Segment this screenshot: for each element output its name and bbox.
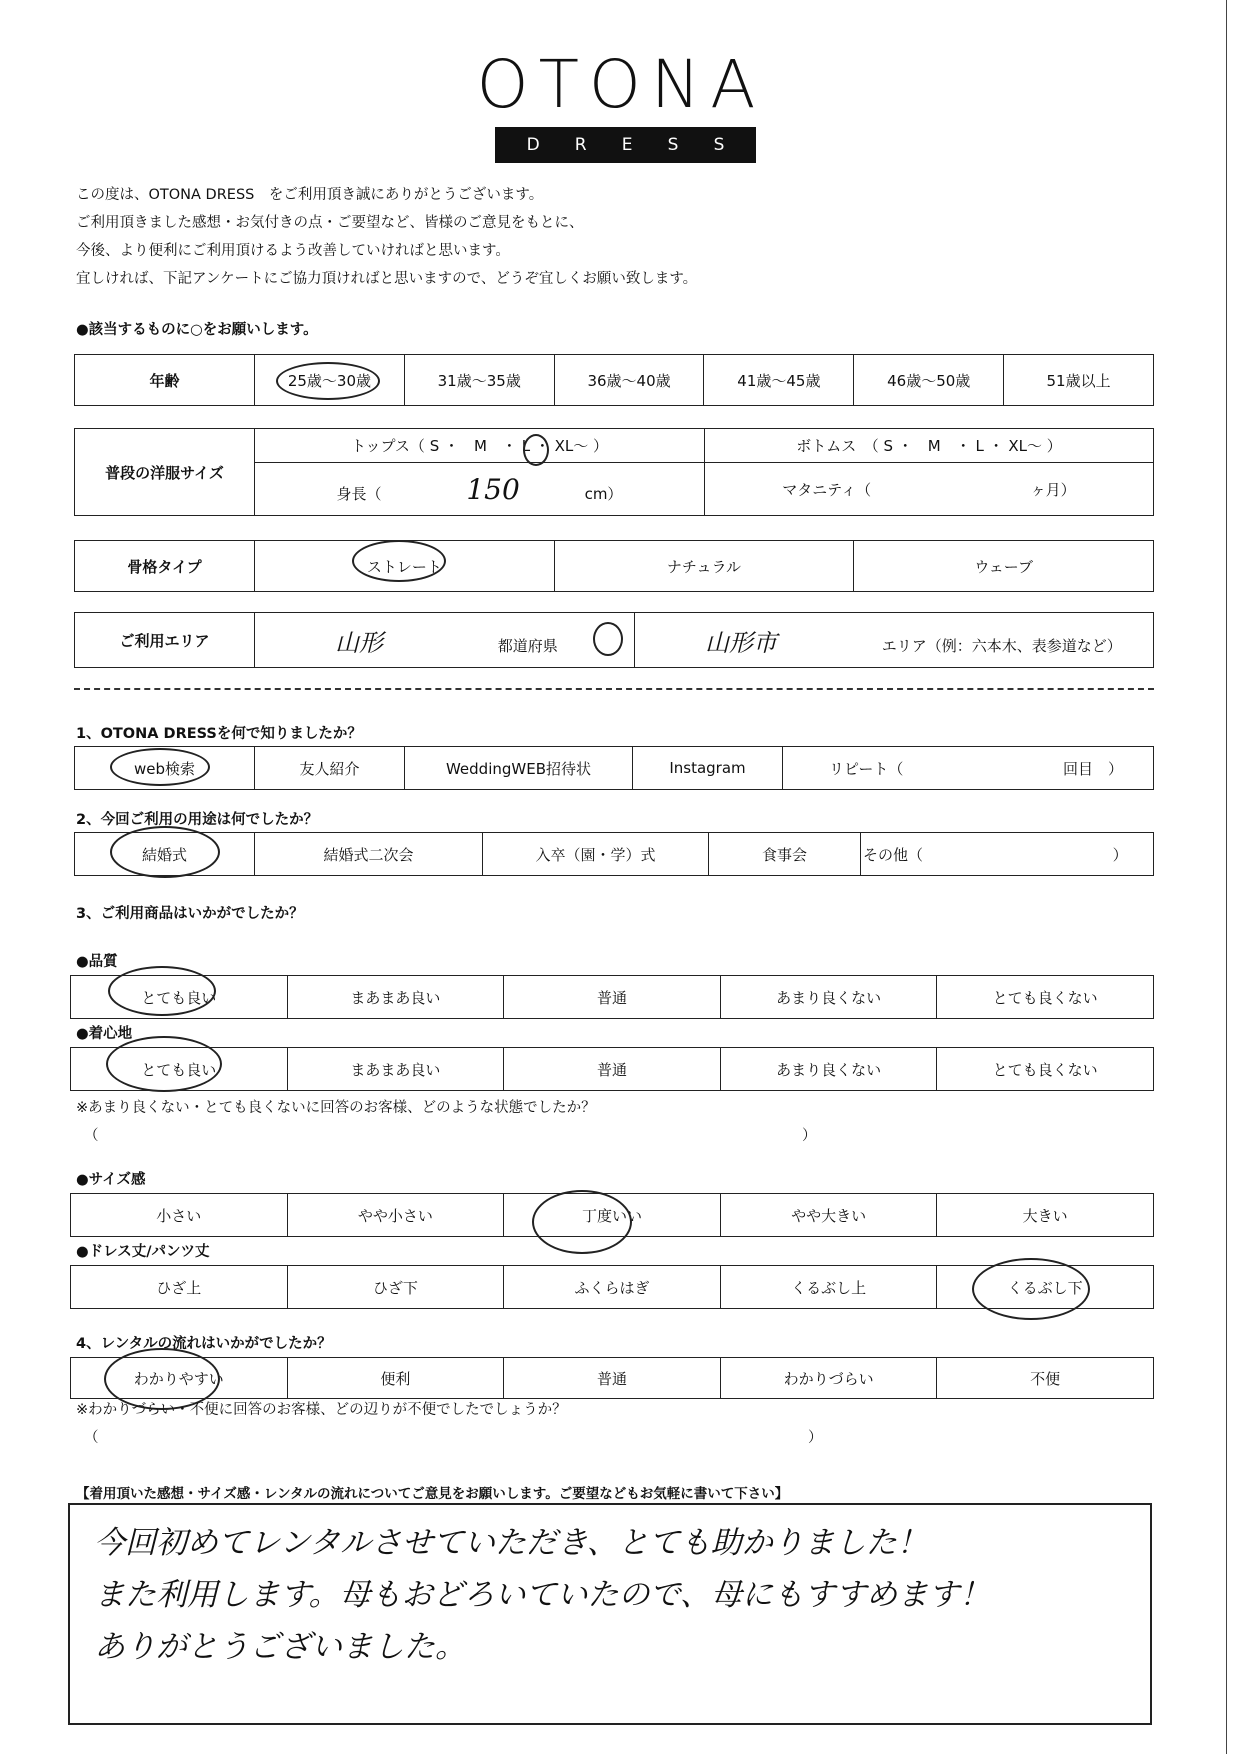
paren-close: ） — [808, 1430, 823, 1446]
prefecture-value: 山形 — [335, 628, 383, 657]
other-label: その他（ — [863, 845, 924, 864]
fit-option[interactable]: 大きい — [937, 1194, 1154, 1237]
age-label: 年齢 — [75, 355, 255, 406]
comment-line: また利用します。母もおどろいていたので、母にもすすめます！ — [94, 1577, 991, 1613]
maternity-label: マタニティ（ — [782, 480, 872, 499]
q4-option[interactable]: わかりづらい — [720, 1358, 937, 1399]
age-option[interactable]: 51歳以上 — [1004, 355, 1154, 406]
q1-option[interactable]: Instagram — [633, 747, 783, 790]
height-label: 身長（ — [336, 484, 382, 503]
q2-title: 2、今回ご利用の用途は何でしたか？ — [76, 812, 319, 828]
comments-textarea[interactable] — [68, 1503, 1152, 1725]
q2-other-field[interactable] — [861, 833, 1154, 876]
length-option[interactable]: ふくらはぎ — [504, 1266, 721, 1309]
other-close: ） — [1112, 845, 1128, 864]
age-option[interactable]: 46歳～50歳 — [854, 355, 1004, 406]
q4-title: 4、レンタルの流れはいかがでしたか？ — [76, 1336, 332, 1352]
city-value: 山形市 — [705, 628, 777, 657]
q1-option[interactable]: web検索 — [75, 747, 255, 790]
comfort-option[interactable]: あまり良くない — [720, 1048, 937, 1091]
length-table — [70, 1265, 1154, 1309]
comfort-label: ●着心地 — [76, 1026, 133, 1042]
q4-table — [70, 1357, 1154, 1399]
age-option[interactable]: 31歳～35歳 — [404, 355, 554, 406]
repeat-suffix: 回目 ） — [1062, 759, 1123, 778]
intro-line: 今後、より便利にご利用頂けるよう改善していければと思います。 — [76, 243, 510, 259]
age-table — [74, 354, 1154, 406]
fit-option[interactable]: やや小さい — [287, 1194, 504, 1237]
age-option[interactable]: 25歳～30歳 — [255, 355, 405, 406]
length-option[interactable]: くるぶし上 — [720, 1266, 937, 1309]
q4-option[interactable]: 便利 — [287, 1358, 504, 1399]
age-option[interactable]: 36歳～40歳 — [554, 355, 704, 406]
brand-logo: OTONA — [476, 46, 766, 123]
maternity-unit: ヶ月） — [1030, 480, 1076, 499]
length-option[interactable]: ひざ下 — [287, 1266, 504, 1309]
scan-edge — [1226, 0, 1242, 1754]
body-type-label: 骨格タイプ — [75, 541, 255, 592]
intro-line: 宜しければ、下記アンケートにご協力頂ければと思いますので、どうぞ宜しくお願い致します。 — [76, 271, 698, 287]
length-option[interactable]: くるぶし下 — [937, 1266, 1154, 1309]
q1-option[interactable]: 友人紹介 — [255, 747, 405, 790]
paren-open: （ — [84, 1430, 99, 1446]
length-option[interactable]: ひざ上 — [71, 1266, 288, 1309]
q1-table — [74, 746, 1154, 790]
q2-option[interactable]: 入卒（園・学）式 — [483, 833, 709, 876]
maternity-field[interactable] — [705, 463, 1154, 516]
comfort-option[interactable]: とても良い — [71, 1048, 288, 1091]
logo-letter: S — [713, 135, 725, 155]
quality-followup-question: ※あまり良くない・とても良くないに回答のお客様、どのような状態でしたか？ — [76, 1100, 596, 1116]
comfort-table — [70, 1047, 1154, 1091]
fit-table — [70, 1193, 1154, 1237]
comments-title: 【着用頂いた感想・サイズ感・レンタルの流れについてご意見をお願いします。ご要望などもお気軽に書いて下さい】 — [76, 1486, 789, 1502]
prefecture-suffix: 都道府県 — [497, 636, 558, 655]
city-field[interactable] — [635, 613, 1154, 668]
q2-option[interactable]: 結婚式二次会 — [255, 833, 483, 876]
length-label: ●ドレス丈/パンツ丈 — [76, 1244, 210, 1260]
paren-open: （ — [84, 1128, 99, 1144]
quality-option[interactable]: まあまあ良い — [287, 976, 504, 1019]
prefecture-field[interactable] — [255, 613, 635, 668]
section-divider — [74, 688, 1154, 690]
body-type-option[interactable]: ストレート — [255, 541, 555, 592]
quality-option[interactable]: あまり良くない — [720, 976, 937, 1019]
comfort-option[interactable]: まあまあ良い — [287, 1048, 504, 1091]
comfort-option[interactable]: 普通 — [504, 1048, 721, 1091]
comment-line: ありがとうございました。 — [94, 1629, 466, 1665]
body-type-table — [74, 540, 1154, 592]
q2-option[interactable]: 食事会 — [709, 833, 861, 876]
tops-size-options[interactable]: トップス（ S ・ M ・ L ・ XL～ ） — [255, 429, 705, 463]
q4-followup-question: ※わかりづらい・不便に回答のお客様、どの辺りが不便でしたでしょうか？ — [76, 1402, 567, 1418]
q4-option[interactable]: 普通 — [504, 1358, 721, 1399]
body-type-option[interactable]: ウェーブ — [854, 541, 1154, 592]
profile-instruction: ●該当するものに○をお願いします。 — [76, 322, 318, 338]
logo-letter: E — [621, 135, 633, 155]
quality-option[interactable]: とても良くない — [937, 976, 1154, 1019]
q1-title: 1、OTONA DRESSを何で知りましたか？ — [76, 726, 362, 742]
q2-table — [74, 832, 1154, 876]
quality-table — [70, 975, 1154, 1019]
age-option[interactable]: 41歳～45歳 — [704, 355, 854, 406]
area-label: ご利用エリア — [75, 613, 255, 668]
q4-option[interactable]: 不便 — [937, 1358, 1154, 1399]
q3-title: 3、ご利用商品はいかがでしたか？ — [76, 906, 304, 922]
quality-option[interactable]: 普通 — [504, 976, 721, 1019]
area-hint: エリア（例：六本木、表参道など） — [881, 636, 1122, 655]
fit-option[interactable]: やや大きい — [720, 1194, 937, 1237]
intro-line: この度は、OTONA DRESS をご利用頂き誠にありがとうございます。 — [76, 187, 544, 203]
q4-option[interactable]: わかりやすい — [71, 1358, 288, 1399]
comfort-option[interactable]: とても良くない — [937, 1048, 1154, 1091]
height-value: 150 — [466, 472, 520, 506]
size-label: 普段の洋服サイズ — [75, 429, 255, 516]
height-unit: cm） — [584, 484, 623, 503]
bottoms-size-options[interactable]: ボトムス （ S ・ M ・ L ・ XL～ ） — [705, 429, 1154, 463]
body-type-option[interactable]: ナチュラル — [554, 541, 854, 592]
size-table — [74, 428, 1154, 516]
quality-option[interactable]: とても良い — [71, 976, 288, 1019]
height-field[interactable] — [255, 463, 705, 516]
brand-logo-subtitle — [495, 127, 756, 163]
intro-line: ご利用頂きました感想・お気付きの点・ご要望など、皆様のご意見をもとに、 — [76, 215, 584, 231]
fit-label: ●サイズ感 — [76, 1172, 146, 1188]
logo-letter: S — [667, 135, 679, 155]
q1-option[interactable]: WeddingWEB招待状 — [405, 747, 633, 790]
paren-close: ） — [802, 1128, 817, 1144]
repeat-label: リピート（ — [829, 759, 904, 778]
fit-option[interactable]: 小さい — [71, 1194, 288, 1237]
logo-letter: R — [574, 135, 587, 155]
area-table — [74, 612, 1154, 668]
quality-label: ●品質 — [76, 954, 118, 970]
comment-line: 今回初めてレンタルさせていただき、とても助かりました！ — [94, 1525, 928, 1561]
fit-option[interactable]: 丁度いい — [504, 1194, 721, 1237]
logo-letter: D — [526, 135, 540, 155]
q2-option[interactable]: 結婚式 — [75, 833, 255, 876]
q1-repeat-field[interactable] — [783, 747, 1154, 790]
